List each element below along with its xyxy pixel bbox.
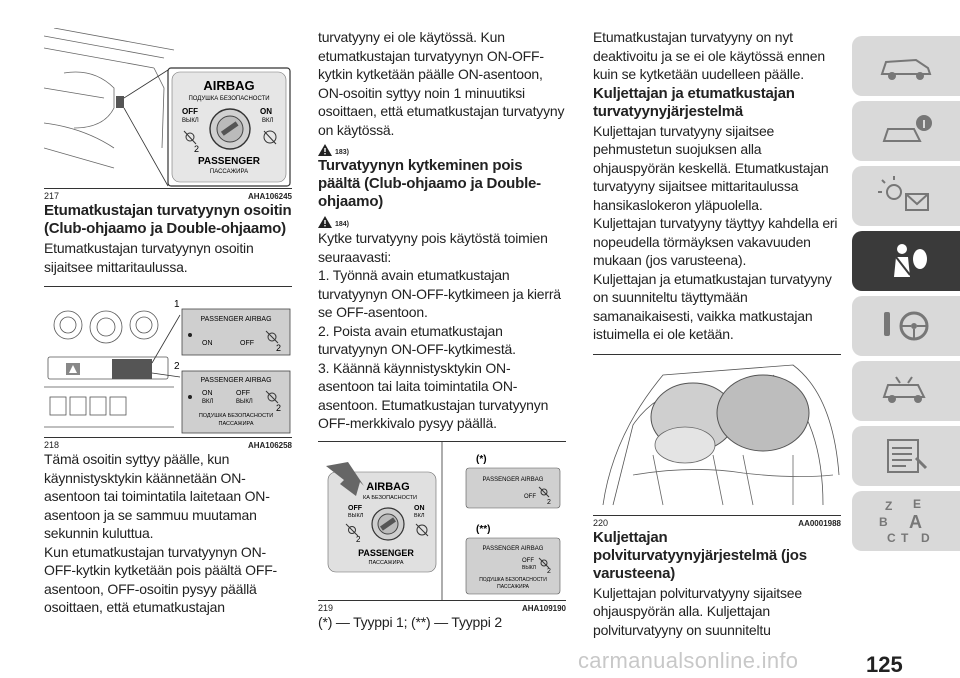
fig219-off-a: OFF — [524, 493, 536, 500]
seatbelt-airbag-icon — [876, 241, 936, 281]
warning-triangle-icon — [318, 216, 332, 228]
heading-passenger-airbag-indicator: Etumatkustajan turvatyynyn osoitin (Club-ohjaamo ja Double-ohjaamo) — [44, 202, 292, 237]
figure-217 — [44, 28, 292, 189]
fig219-two-a: 2 — [547, 498, 551, 506]
warning-reference — [318, 212, 566, 228]
tab-index[interactable] — [852, 491, 960, 551]
heading-knee-airbag: Kuljettajan polviturvatyynyjärjestelmä (jos varusteena) — [593, 528, 807, 582]
step-1: 1. Työnnä avain etumatkustajan turvatyynyn ON-OFF-kytkimeen ja kierrä se OFF-asentoon. — [318, 267, 561, 320]
fig217-off-ru: ВЫКЛ — [182, 118, 199, 124]
tab-technical-data[interactable] — [852, 426, 960, 486]
column-3 — [593, 28, 841, 639]
fig219-type2: (**) — [476, 523, 491, 535]
fig218-off-2-ru: ВЫКЛ — [236, 399, 253, 405]
index-letter: E — [913, 497, 922, 511]
tab-driving[interactable] — [852, 296, 960, 356]
column-2 — [318, 28, 566, 631]
figure-219 — [318, 441, 566, 601]
figure-number: 220 — [593, 517, 609, 528]
warning-reference — [318, 140, 566, 156]
fig218-ru-line1: ПОДУШКА БЕЗОПАСНОСТИ — [198, 413, 274, 419]
fig217-airbag-ru: ПОДУШКА БЕЗОПАСНОСТИ — [188, 96, 270, 102]
fig218-on-2: ON — [202, 390, 213, 397]
fig219-off-b-ru: ВЫКЛ — [522, 564, 536, 571]
index-letter: T — [901, 531, 909, 545]
fig219-airbag-ru: КА БЕЗОПАСНОСТИ — [363, 494, 417, 501]
callout-1: 1 — [174, 299, 180, 310]
fig217-off: OFF — [182, 107, 198, 116]
fig219-two: 2 — [356, 534, 361, 544]
fig218-passenger-airbag-1: PASSENGER AIRBAG — [200, 316, 272, 323]
fig219-passenger: PASSENGER — [358, 547, 414, 558]
fig219-ru-b2: ПАССАЖИРА — [497, 583, 529, 590]
fig218-off-2: OFF — [236, 390, 250, 397]
tab-safety[interactable] — [852, 231, 960, 291]
paragraph: Kuljettajan turvatyyny sijaitsee pehmustetun suojuksen alla ohjauspyörän keskellä. Etumatkustajan turvatyyny sijaitsee mittaritaulussa hansikaslokeron yläpuolella. — [593, 122, 829, 213]
figure-218 — [44, 286, 292, 438]
figure-218-illustration — [44, 287, 292, 437]
figure-code: AHA106245 — [247, 192, 292, 201]
warning-triangle-icon — [318, 144, 332, 156]
paragraph: Etumatkustajan turvatyyny on nyt deaktivoitu ja se ei ole käytössä ennen kuin se kytketään uudelleen päälle. — [593, 29, 825, 82]
step-3: 3. Käännä käynnistysktykin ON-asentoon tai laita toimintatila ON-asentoon. Etumatkustajan turvatyynyn OFF-merkkivalo pysyy päällä. — [318, 359, 549, 431]
fig219-on-ru: ВКЛ — [414, 512, 425, 519]
tab-car-exterior[interactable] — [852, 36, 960, 96]
paragraph: Kuljettajan polviturvatyyny sijaitsee ohjauspyörän alla. Kuljettajan polviturvatyyny on suunniteltu — [593, 584, 802, 638]
fig219-pa-a: PASSENGER AIRBAG — [482, 476, 544, 483]
fig218-ru-line2: ПАССАЖИРА — [218, 421, 254, 427]
warning-number: 183) — [335, 149, 350, 156]
fig217-airbag: AIRBAG — [203, 78, 255, 93]
column-1 — [44, 28, 292, 617]
car-info-icon — [876, 111, 936, 151]
fig218-two-1: 2 — [276, 343, 282, 353]
heading-airbag-deactivation: Turvatyynyn kytkeminen pois päältä (Club-ohjaamo ja Double-ohjaamo) — [318, 157, 541, 210]
index-letter: B — [879, 515, 888, 529]
paragraph: Kun etumatkustajan turvatyynyn ON-OFF-kytkin kytketään pois päältä OFF-asentoon, OFF-osoitin pysyy päällä osoittaen, että etumatkustajan — [44, 543, 278, 615]
figure-code: AHA106258 — [247, 441, 292, 450]
page-number: 125 — [866, 652, 903, 677]
tab-car-service[interactable] — [852, 361, 960, 421]
paragraph: turvatyyny ei ole käytössä. Kun etumatkustajan turvatyynyn ON-OFF-kytkin kytketään päälle ON-asentoon, ON-osoitin syttyy noin 1 minuutiksi osoittaen, että etumatkustajan turvatyyny on käytössä. — [318, 29, 565, 138]
steering-wheel-key-icon — [876, 306, 936, 346]
car-exterior-icon — [876, 46, 936, 86]
index-letter: D — [921, 531, 930, 545]
warning-light-icon — [876, 176, 936, 216]
car-service-icon — [876, 371, 936, 411]
paragraph: Kuljettajan ja etumatkustajan turvatyyny on suunniteltu täyttymään samanaikaisesti, vaikka matkustajan istuimella ei ole ketään. — [593, 270, 832, 342]
fig219-off-b: OFF — [522, 557, 534, 564]
tab-warning-lights[interactable] — [852, 166, 960, 226]
fig218-passenger-airbag-2: PASSENGER AIRBAG — [200, 377, 272, 384]
fig219-pa-b: PASSENGER AIRBAG — [482, 545, 544, 552]
fig219-two-b: 2 — [547, 567, 551, 575]
index-letter: Z — [885, 499, 893, 513]
chapter-tabs — [852, 36, 960, 556]
callout-2: 2 — [174, 361, 180, 372]
paragraph: Kytke turvatyyny pois käytöstä toimien seuraavasti: — [318, 230, 548, 265]
fig219-airbag: AIRBAG — [366, 480, 410, 493]
figure-217-caption — [44, 191, 292, 201]
figure-number: 217 — [44, 191, 60, 201]
fig219-on: ON — [414, 504, 425, 512]
figure-219-legend: (*) — Tyyppi 1; (**) — Tyyppi 2 — [318, 613, 502, 630]
watermark: carmanualsonline.info — [578, 648, 799, 673]
figure-code: AHA109190 — [521, 603, 566, 613]
paragraph: Tämä osoitin syttyy päälle, kun käynnistysktykin käännetään ON-asentoon tai toimintatila laitetaan ON-asentoon ja se sammuu muutaman sekunnin kuluttua. — [44, 451, 270, 541]
fig218-off-1: OFF — [240, 340, 254, 347]
technical-data-icon — [876, 436, 936, 476]
fig217-two: 2 — [194, 144, 200, 154]
fig217-passenger-ru: ПАССАЖИРА — [209, 169, 249, 175]
fig219-off-ru: ВЫКЛ — [348, 512, 364, 519]
paragraph: Kuljettajan turvatyyny täyttyy kahdella eri nopeudella törmäyksen vakavuuden mukaan (jos varusteena). — [593, 215, 838, 268]
fig219-off: OFF — [348, 504, 362, 512]
figure-217-illustration — [44, 28, 292, 188]
figure-number: 219 — [318, 602, 334, 613]
figure-218-caption — [44, 440, 292, 450]
figure-number: 218 — [44, 440, 60, 450]
index-letter: C — [887, 531, 896, 545]
figure-code: AA0001988 — [798, 518, 841, 528]
fig218-two-2: 2 — [276, 403, 282, 413]
tab-car-info[interactable] — [852, 101, 960, 161]
fig217-passenger: PASSENGER — [197, 156, 261, 167]
fig219-passenger-ru: ПАССАЖИРА — [368, 559, 404, 566]
figure-219-illustration — [318, 442, 566, 600]
fig219-type1: (*) — [476, 453, 487, 465]
index-icon — [871, 496, 941, 546]
fig219-ru-b1: ПОДУШКА БЕЗОПАСНОСТИ — [479, 576, 547, 583]
figure-220-caption — [593, 518, 841, 528]
fig218-on-2-ru: ВКЛ — [202, 399, 214, 405]
figure-219-caption — [318, 603, 566, 613]
paragraph: Etumatkustajan turvatyynyn osoitin sijaitsee mittaritaulussa. — [44, 240, 254, 275]
figure-220-illustration — [593, 355, 841, 515]
warning-number: 184) — [335, 221, 350, 228]
figure-220 — [593, 354, 841, 516]
step-2: 2. Poista avain etumatkustajan turvatyynyn ON-OFF-kytkimestä. — [318, 322, 516, 357]
heading-airbag-system: Kuljettajan ja etumatkustajan turvatyynyjärjestelmä — [593, 84, 795, 120]
fig218-on-1: ON — [202, 340, 213, 347]
passenger-airbag-deployed — [717, 375, 809, 451]
fig217-on-ru: ВКЛ — [262, 118, 274, 124]
fig217-on: ON — [260, 107, 272, 116]
index-letter: A — [909, 512, 922, 532]
